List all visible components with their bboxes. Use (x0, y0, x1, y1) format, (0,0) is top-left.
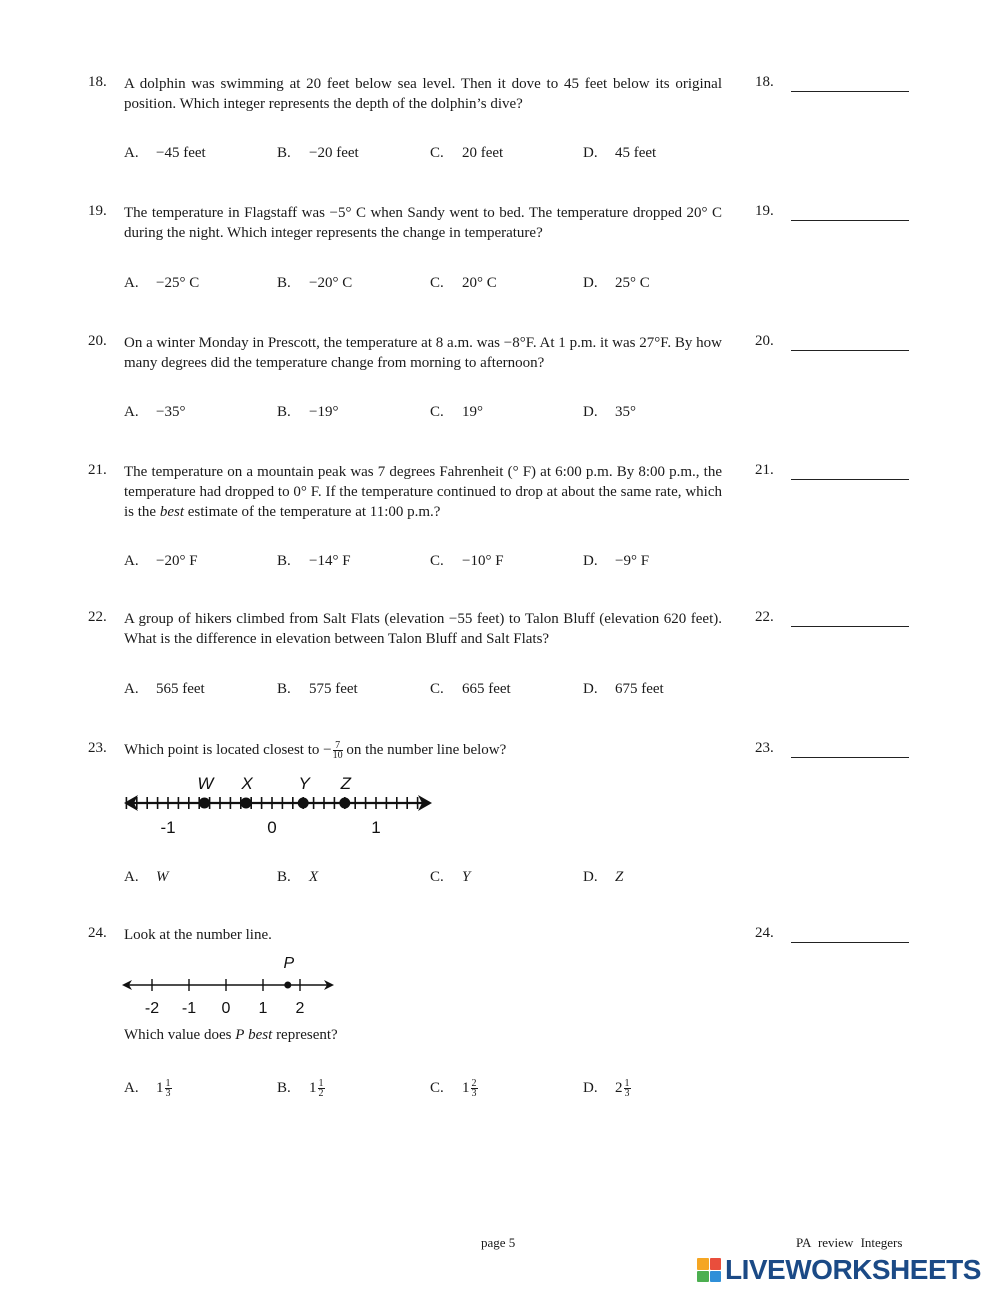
choice-c[interactable]: C. Y (430, 869, 471, 885)
answer-number: 20. (755, 333, 774, 349)
answer-number: 24. (755, 925, 774, 941)
question-number: 21. (88, 462, 107, 478)
answer-blank[interactable] (791, 479, 909, 480)
choice-a[interactable]: A. W (124, 869, 169, 885)
question-number: 22. (88, 609, 107, 625)
question-text: A group of hikers climbed from Salt Flats (elevation −55 feet) to Talon Bluff (elevation 620 feet). What is the difference in elevation between Talon Bluff and Salt Flats? (124, 611, 722, 647)
choice-c[interactable]: C. 665 feet (430, 681, 511, 697)
point-z (339, 798, 350, 809)
point-x (241, 798, 252, 809)
question-number: 19. (88, 203, 107, 219)
choice-b[interactable]: B. −14° F (277, 553, 351, 569)
answer-choices (124, 553, 764, 573)
answer-blank[interactable] (791, 220, 909, 221)
question-text: On a winter Monday in Prescott, the temperature at 8 a.m. was −8°F. At 1 p.m. it was 27°F. By how many degrees did the temperature change from morning to afternoon? (124, 335, 722, 371)
question-number: 18. (88, 74, 107, 90)
choice-c[interactable]: C. 1 $\frac{2}{3}$ (430, 1078, 477, 1099)
choice-b[interactable]: B. 1 $\frac{1}{2}$ (277, 1078, 324, 1099)
answer-number: 21. (755, 462, 774, 478)
question-number: 24. (88, 925, 107, 941)
choice-d[interactable]: D. 675 feet (583, 681, 664, 697)
choice-d[interactable]: D. −9° F (583, 553, 650, 569)
brand-name: LIVEWORKSHEETS (725, 1254, 981, 1285)
answer-blank[interactable] (791, 757, 909, 758)
point-y (298, 798, 309, 809)
emphasis-best: best (159, 504, 185, 520)
answer-choices (124, 681, 764, 701)
answer-blank[interactable] (791, 942, 909, 943)
choice-c[interactable]: C. −10° F (430, 553, 504, 569)
question-number: 23. (88, 740, 107, 756)
question-text: The temperature in Flagstaff was −5° C when Sandy went to bed. The temperature dropped 20° C during the night. Which integer represents the change in temperature? (124, 205, 722, 241)
answer-number: 22. (755, 609, 774, 625)
choice-d[interactable]: D. 45 feet (583, 145, 657, 161)
choice-c[interactable]: C. 20° C (430, 275, 497, 291)
point-label-w: W (197, 774, 214, 793)
answer-choices (124, 404, 764, 424)
point-label-p: P (283, 955, 295, 972)
question-number: 20. (88, 333, 107, 349)
choice-a[interactable]: A. 1 $\frac{1}{3}$ (124, 1078, 171, 1099)
choice-c[interactable]: C. 20 feet (430, 145, 504, 161)
liveworksheets-logo-icon (697, 1258, 721, 1282)
choice-d[interactable]: D. 25° C (583, 275, 650, 291)
choice-a[interactable]: A. −25° C (124, 275, 200, 291)
tick-label: 1 (371, 818, 381, 837)
number-line-24 (118, 951, 342, 1021)
point-w (199, 798, 210, 809)
choice-d[interactable]: D. Z (583, 869, 624, 885)
choice-a[interactable]: A. 565 feet (124, 681, 205, 697)
question-text: Which point is located closest to − $\frac{7}{10}$ on the number line below? (124, 740, 507, 762)
answer-choices (124, 1079, 764, 1099)
choice-c[interactable]: C. 19° (430, 404, 483, 420)
tick-label: 1 (258, 1000, 268, 1017)
tick-label: -1 (181, 1000, 197, 1017)
choice-a[interactable]: A. −45 feet (124, 145, 206, 161)
choice-b[interactable]: B. −20° C (277, 275, 353, 291)
point-label-x: X (241, 774, 253, 793)
answer-blank[interactable] (791, 350, 909, 351)
answer-choices (124, 869, 764, 889)
choice-a[interactable]: A. −20° F (124, 553, 198, 569)
choice-d[interactable]: D. 2 $\frac{1}{3}$ (583, 1078, 630, 1099)
document-title: PA review Integers (796, 1235, 903, 1250)
choice-b[interactable]: B. −20 feet (277, 145, 359, 161)
question-text: The temperature on a mountain peak was 7 degrees Fahrenheit (° F) at 6:00 p.m. By 8:00 p.m., the temperature had dropped to 0° F. If the temperature continued to drop at about the same rate, which is the best estimate of the temperature at 11:00 p.m.? (124, 464, 722, 520)
number-line-23 (120, 770, 440, 844)
answer-choices (124, 275, 764, 295)
choice-b[interactable]: B. 575 feet (277, 681, 358, 697)
choice-a[interactable]: A. −35° (124, 404, 186, 420)
fraction: $\frac{7}{10}$ (332, 740, 343, 762)
answer-blank[interactable] (791, 91, 909, 92)
page-number: page 5 (481, 1235, 516, 1250)
answer-choices (124, 145, 764, 165)
answer-number: 18. (755, 74, 774, 90)
choice-b[interactable]: B. −19° (277, 404, 339, 420)
tick-label: 0 (267, 818, 277, 837)
tick-label: -2 (144, 1000, 160, 1017)
question-text: Look at the number line. (124, 927, 272, 943)
tick-label: 0 (221, 1000, 231, 1017)
question-text: A dolphin was swimming at 20 feet below sea level. Then it dove to 45 feet below its original position. Which integer represents the depth of the dolphin’s dive? (124, 76, 722, 112)
tick-label: -1 (160, 818, 176, 837)
answer-blank[interactable] (791, 626, 909, 627)
liveworksheets-brand[interactable] (697, 1255, 981, 1285)
answer-number: 23. (755, 740, 774, 756)
point-p (284, 982, 291, 989)
point-label-y: Y (298, 774, 310, 793)
question-prompt: Which value does P best represent? (124, 1027, 338, 1043)
tick-label: 2 (295, 1000, 305, 1017)
answer-number: 19. (755, 203, 774, 219)
point-label-z: Z (340, 774, 351, 793)
choice-b[interactable]: B. X (277, 869, 319, 885)
choice-d[interactable]: D. 35° (583, 404, 636, 420)
